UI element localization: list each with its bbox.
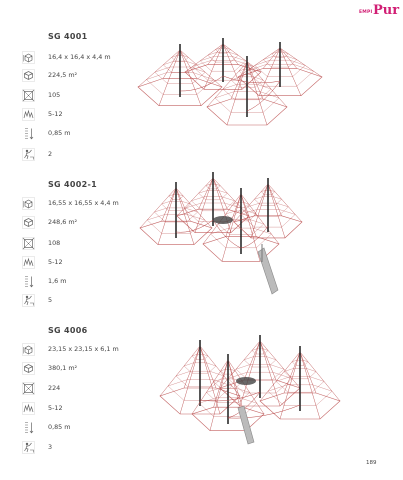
fall-height-icon (22, 127, 35, 140)
spec-installation (22, 148, 132, 162)
spec-dimensions (22, 197, 132, 211)
spec-value: 248,6 m² (48, 218, 78, 226)
spec-value: 224,5 m² (48, 71, 78, 79)
spec-dimensions (22, 343, 132, 357)
brand-logo (359, 3, 400, 19)
spec-value: 5-12 (48, 110, 63, 118)
capacity-icon (22, 89, 35, 102)
product-title: SG 4002-1 (48, 180, 97, 189)
capacity-icon (22, 382, 35, 395)
fall-height-icon (22, 275, 35, 288)
dimensions-icon (22, 197, 35, 210)
spec-area (22, 362, 132, 376)
dimensions-icon (22, 51, 35, 64)
product-illustration (138, 170, 338, 305)
spec-value: 5-12 (48, 258, 63, 266)
spec-area (22, 69, 132, 83)
spec-dimensions (22, 51, 132, 65)
spec-age-range (22, 256, 132, 270)
age-range-icon (22, 256, 35, 269)
spec-fall-height (22, 275, 132, 289)
spec-capacity (22, 237, 132, 251)
spec-installation (22, 294, 132, 308)
spec-value: 0,85 m (48, 423, 71, 431)
brand-logo-small: EMPI (359, 10, 373, 15)
page-number: 189 (366, 460, 377, 466)
spec-fall-height (22, 421, 132, 435)
installation-icon (22, 441, 35, 454)
installation-icon (22, 294, 35, 307)
product-title: SG 4006 (48, 326, 88, 335)
product-illustration (135, 36, 335, 156)
product-title: SG 4001 (48, 32, 88, 41)
spec-age-range (22, 108, 132, 122)
spec-capacity (22, 89, 132, 103)
product-illustration (150, 330, 370, 460)
spec-value: 16,55 x 16,55 x 4,4 m (48, 199, 119, 207)
spec-value: 105 (48, 91, 61, 99)
dimensions-icon (22, 343, 35, 356)
age-range-icon (22, 108, 35, 121)
spec-installation (22, 441, 132, 455)
spec-value: 380,1 m² (48, 364, 78, 372)
spec-value: 2 (48, 150, 53, 158)
area-icon (22, 69, 35, 82)
spec-capacity (22, 382, 132, 396)
spec-value: 1,6 m (48, 277, 67, 285)
area-icon (22, 362, 35, 375)
spec-age-range (22, 402, 132, 416)
spec-fall-height (22, 127, 132, 141)
spec-value: 16,4 x 16,4 x 4,4 m (48, 53, 111, 61)
brand-logo-big: Pur (373, 3, 400, 18)
spec-value: 108 (48, 239, 61, 247)
capacity-icon (22, 237, 35, 250)
spec-value: 5-12 (48, 404, 63, 412)
area-icon (22, 216, 35, 229)
spec-value: 5 (48, 296, 53, 304)
fall-height-icon (22, 421, 35, 434)
spec-value: 3 (48, 443, 53, 451)
installation-icon (22, 148, 35, 161)
age-range-icon (22, 402, 35, 415)
spec-value: 0,85 m (48, 129, 71, 137)
spec-area (22, 216, 132, 230)
spec-value: 224 (48, 384, 61, 392)
spec-value: 23,15 x 23,15 x 6,1 m (48, 345, 119, 353)
